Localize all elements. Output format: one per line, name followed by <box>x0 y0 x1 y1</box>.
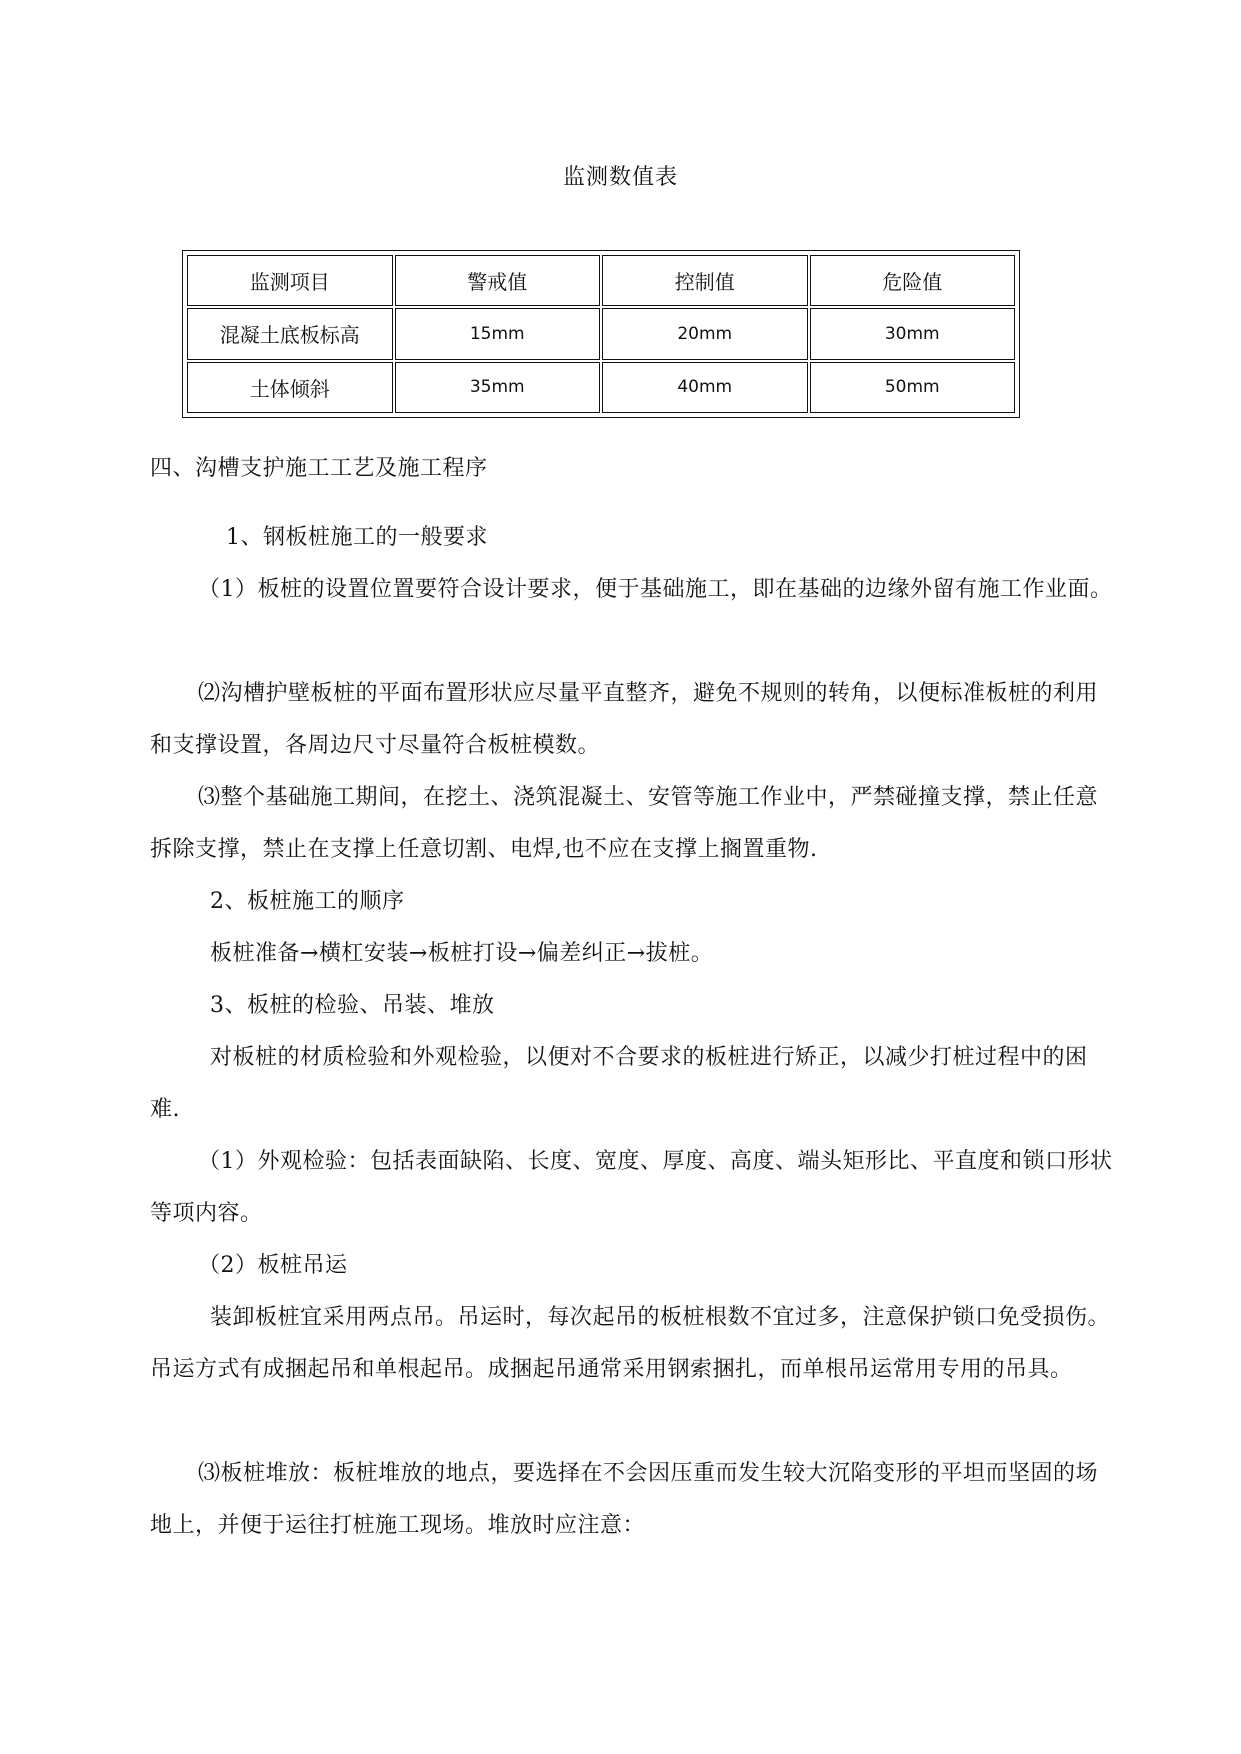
paragraph: ⑶整个基础施工期间，在挖土、浇筑混凝土、安管等施工作业中，严禁碰撞支撑，禁止任意拆除支撑，禁止在支撑上任意切割、电焊,也不应在支撑上搁置重物. <box>150 785 1099 862</box>
paragraph: ⑵沟槽护壁板桩的平面布置形状应尽量平直整齐，避免不规则的转角，以便标准板桩的利用和支撑设置，各周边尺寸尽量符合板桩模数。 <box>150 681 1099 758</box>
table-cell-value: 50mm <box>810 362 1016 413</box>
table-cell-value: 15mm <box>395 308 601 359</box>
monitoring-table <box>185 253 1017 415</box>
table-cell-item: 土体倾斜 <box>187 362 393 413</box>
table-cell-value: 35mm <box>395 362 601 413</box>
subsection-heading: 1、钢板桩施工的一般要求 <box>226 525 488 550</box>
paragraph: 装卸板桩宜采用两点吊。吊运时，每次起吊的板桩根数不宜过多，注意保护锁口免受损伤。吊运方式有成捆起吊和单根起吊。成捆起吊通常采用钢索捆扎，而单根吊运常用专用的吊具。 <box>150 1305 1111 1382</box>
table-header-cell: 控制值 <box>602 255 808 306</box>
paragraph: ⑶板桩堆放：板桩堆放的地点，要选择在不会因压重而发生较大沉陷变形的平坦而坚固的场地上，并便于运往打桩施工现场。堆放时应注意： <box>150 1461 1099 1538</box>
table-row <box>187 308 1015 359</box>
table-cell-value: 40mm <box>602 362 808 413</box>
paragraph: 对板桩的材质检验和外观检验，以便对不合要求的板桩进行矫正，以减少打桩过程中的困难. <box>150 1045 1088 1122</box>
table-row <box>187 362 1015 413</box>
paragraph: 板桩准备→横杠安装→板桩打设→偏差纠正→拔桩。 <box>210 941 714 966</box>
paragraph: （1）外观检验：包括表面缺陷、长度、宽度、厚度、高度、端头矩形比、平直度和锁口形状等项内容。 <box>150 1149 1113 1226</box>
monitoring-table-frame <box>182 250 1020 418</box>
table-header-row <box>187 255 1015 306</box>
paragraph: （1）板桩的设置位置要符合设计要求，便于基础施工，即在基础的边缘外留有施工作业面。 <box>198 577 1113 602</box>
table-header-cell: 监测项目 <box>187 255 393 306</box>
subsection-heading: （2）板桩吊运 <box>198 1253 348 1278</box>
table-cell-item: 混凝土底板标高 <box>187 308 393 359</box>
table-cell-value: 20mm <box>602 308 808 359</box>
table-cell-value: 30mm <box>810 308 1016 359</box>
table-header-cell: 危险值 <box>810 255 1016 306</box>
subsection-heading: 2、板桩施工的顺序 <box>210 889 405 914</box>
subsection-heading: 3、板桩的检验、吊装、堆放 <box>210 993 495 1018</box>
section-heading: 四、沟槽支护施工工艺及施工程序 <box>150 456 488 481</box>
table-title: 监测数值表 <box>562 165 678 190</box>
table-header-cell: 警戒值 <box>395 255 601 306</box>
